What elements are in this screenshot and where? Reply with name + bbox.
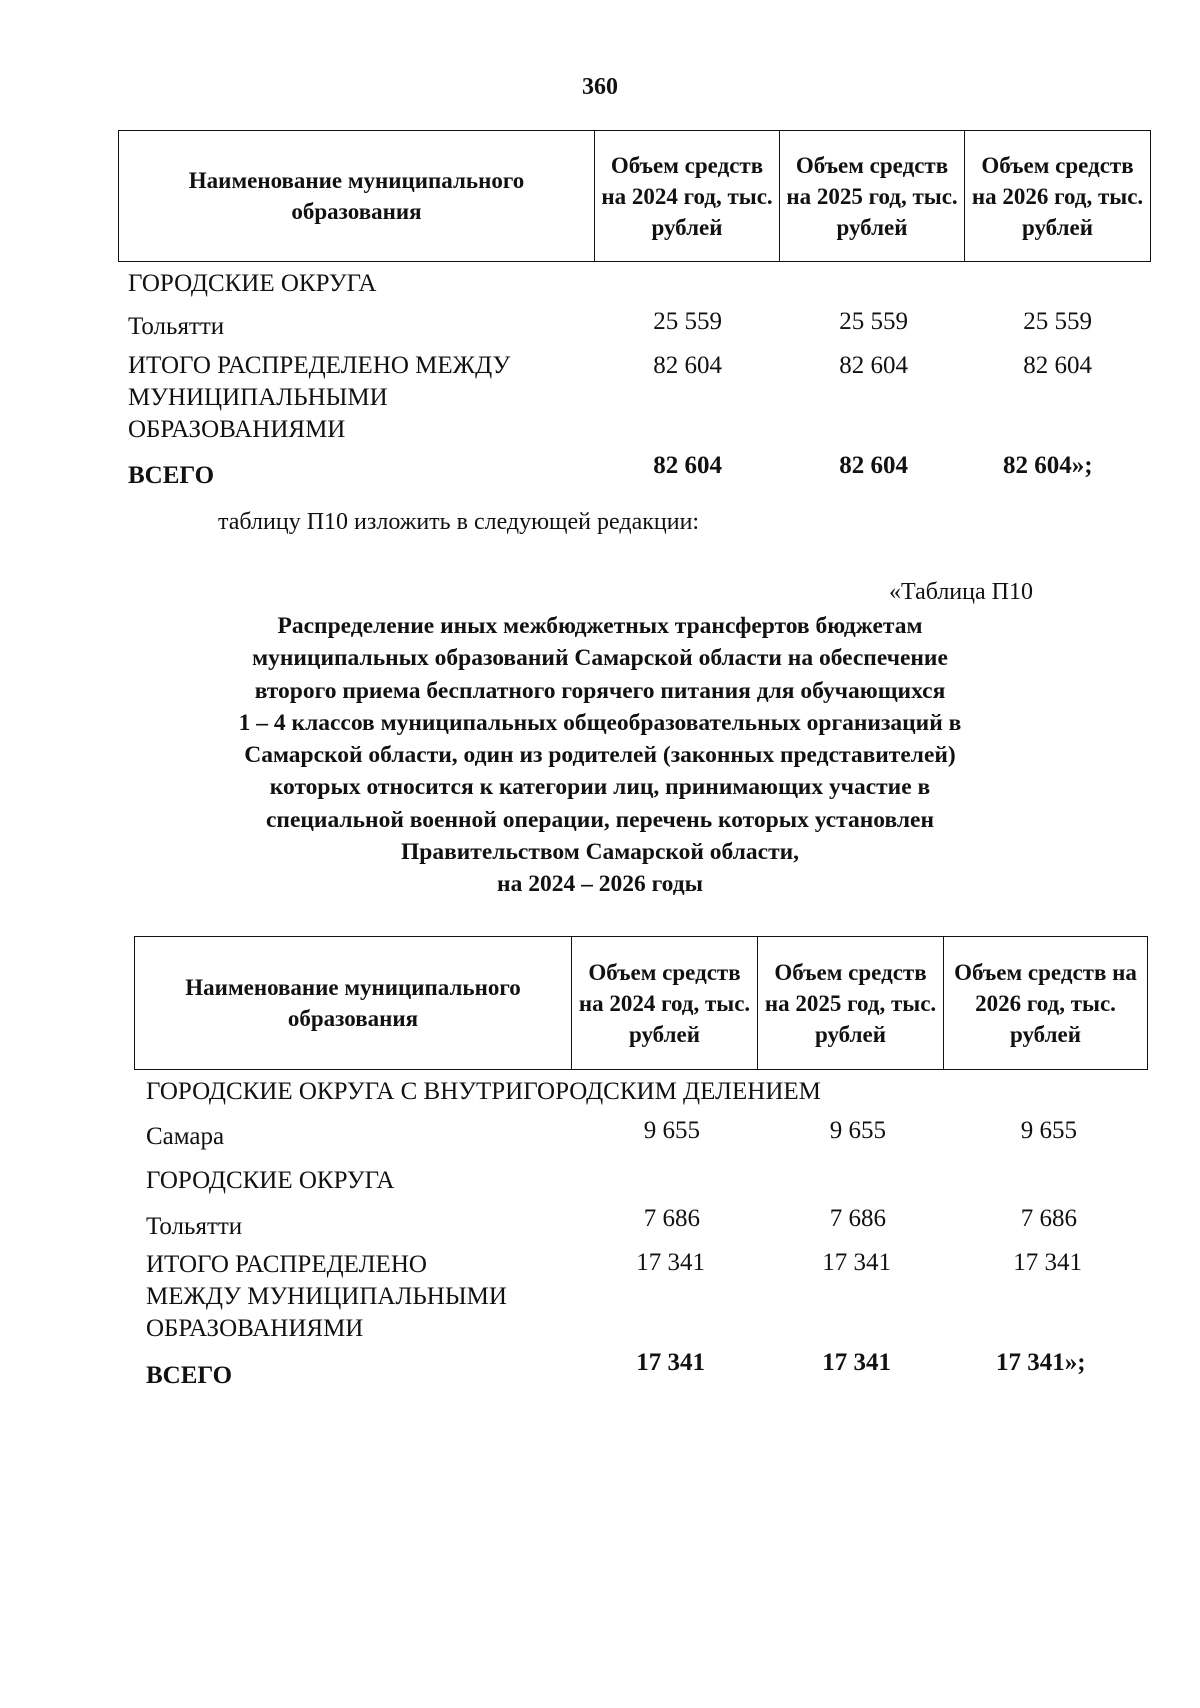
value-2024: 82 604 <box>653 352 722 379</box>
total-2025: 82 604 <box>839 452 908 479</box>
header-col-2025: Объем средств на 2025 год, тыс. рублей <box>780 131 965 262</box>
value-2026: 9 655 <box>1020 1117 1077 1144</box>
row-name: Тольятти <box>128 313 225 340</box>
header-col-2024: Объем средств на 2024 год, тыс. рублей <box>572 937 758 1070</box>
section-heading: ГОРОДСКИЕ ОКРУГА <box>146 1167 395 1194</box>
value-2026: 25 559 <box>1023 308 1092 335</box>
page-number: 360 <box>582 74 618 100</box>
section-heading: ГОРОДСКИЕ ОКРУГА С ВНУТРИГОРОДСКИМ ДЕЛЕНИЕМ <box>146 1078 821 1105</box>
header-col-2026: Объем средств на 2026 год, тыс. рублей <box>965 131 1151 262</box>
table1-header <box>118 130 1151 262</box>
header-name-col: Наименование муниципального образования <box>119 131 595 262</box>
total-2025: 17 341 <box>822 1349 891 1376</box>
value-2026: 17 341 <box>1013 1249 1082 1276</box>
row-name: ИТОГО РАСПРЕДЕЛЕНО МЕЖДУ МУНИЦИПАЛЬНЫМИ ОБРАЗОВАНИЯМИ <box>146 1251 507 1342</box>
value-2024: 17 341 <box>636 1249 705 1276</box>
total-label: ВСЕГО <box>128 462 215 489</box>
table2-header <box>134 936 1148 1070</box>
total-2026: 17 341»; <box>996 1349 1086 1376</box>
value-2026: 7 686 <box>1020 1205 1077 1232</box>
value-2025: 82 604 <box>839 352 908 379</box>
header-name-col: Наименование муниципального образования <box>135 937 572 1070</box>
table-label: «Таблица П10 <box>889 579 1033 605</box>
total-2024: 82 604 <box>653 452 722 479</box>
row-name: ИТОГО РАСПРЕДЕЛЕНО МЕЖДУ МУНИЦИПАЛЬНЫМИ ОБРАЗОВАНИЯМИ <box>128 352 511 443</box>
value-2025: 25 559 <box>839 308 908 335</box>
value-2024: 25 559 <box>653 308 722 335</box>
value-2024: 9 655 <box>643 1117 700 1144</box>
header-col-2026: Объем средств на 2026 год, тыс. рублей <box>944 937 1148 1070</box>
section-heading: ГОРОДСКИЕ ОКРУГА <box>128 270 377 297</box>
header-col-2024: Объем средств на 2024 год, тыс. рублей <box>595 131 780 262</box>
row-name: Тольятти <box>146 1213 243 1240</box>
row-name: Самара <box>146 1123 225 1150</box>
table-title: Распределение иных межбюджетных трансфертов бюджетам муниципальных образований Самарской области на обеспечение второго приема бесплатного горячего питания для обучающихся 1 – 4 классов муниципальных общеобразовательных организаций в Самарской области, один из родителей (законных представителей) которых относится к категории лиц, принимающих участие в специальной военной операции, перечень которых установлен Правительством Самарской области, на 2024 – 2026 годы <box>238 613 962 898</box>
total-label: ВСЕГО <box>146 1362 233 1389</box>
intro-text: таблицу П10 изложить в следующей редакции: <box>218 509 700 535</box>
total-2026: 82 604»; <box>1003 452 1093 479</box>
header-col-2025: Объем средств на 2025 год, тыс. рублей <box>758 937 944 1070</box>
value-2025: 9 655 <box>829 1117 886 1144</box>
total-2024: 17 341 <box>636 1349 705 1376</box>
value-2025: 17 341 <box>822 1249 891 1276</box>
value-2025: 7 686 <box>829 1205 886 1232</box>
value-2024: 7 686 <box>643 1205 700 1232</box>
value-2026: 82 604 <box>1023 352 1092 379</box>
